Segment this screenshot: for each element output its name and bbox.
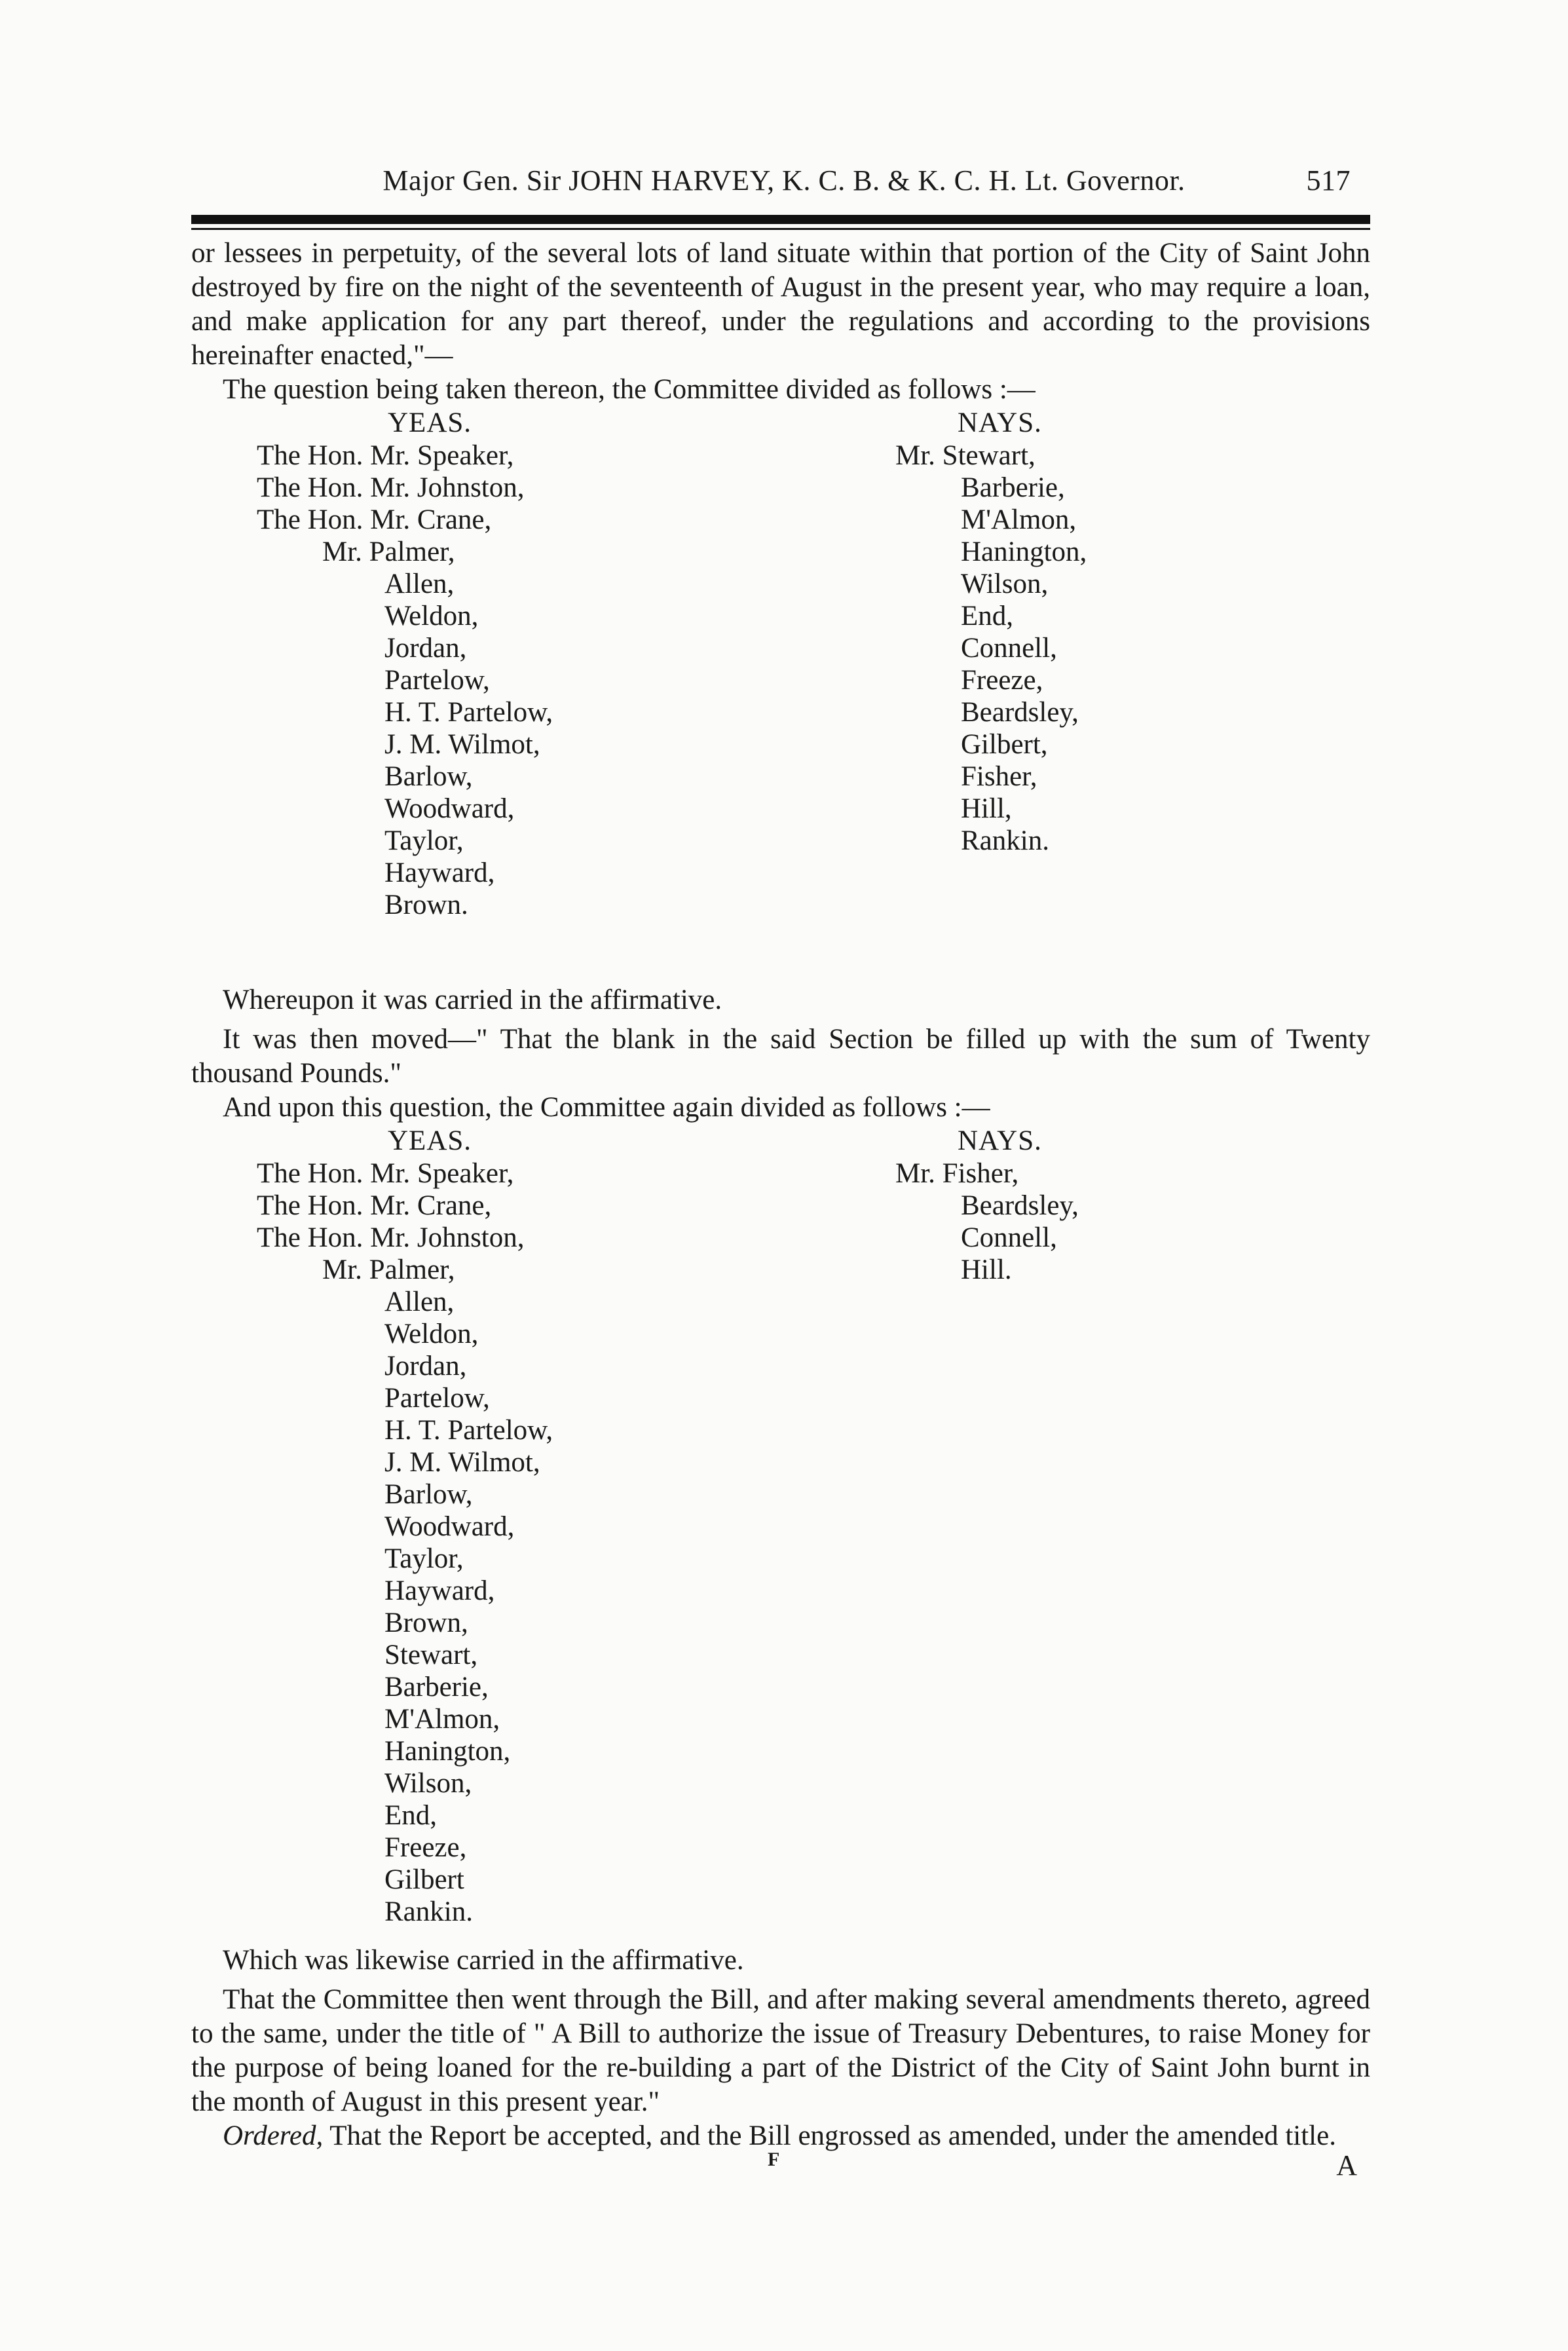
yea-member: Taylor, [384, 825, 464, 856]
yea-member: M'Almon, [384, 1704, 500, 1735]
nay-member: Hanington, [961, 536, 1087, 567]
nay-member: Beardsley, [961, 1190, 1079, 1221]
nay-member: Connell, [961, 633, 1057, 664]
yea-member: Woodward, [384, 793, 515, 824]
yea-member: Mr. Palmer, [322, 536, 455, 567]
nays-list [895, 1157, 1079, 1286]
nay-member: Wilson, [961, 569, 1049, 599]
nays-column [895, 407, 1087, 857]
nays-heading: NAYS. [958, 1125, 1042, 1156]
yeas-column [257, 1125, 553, 1928]
nays-column [895, 1125, 1079, 1286]
nay-member: Beardsley, [961, 697, 1079, 728]
yeas-heading: YEAS. [388, 407, 472, 438]
nay-member: Hill. [961, 1254, 1012, 1285]
yea-member: Wilson, [384, 1768, 472, 1799]
yea-member: Taylor, [384, 1543, 464, 1574]
nay-member: End, [961, 601, 1014, 631]
yea-member: H. T. Partelow, [384, 1415, 553, 1446]
header-title: Major Gen. Sir JOHN HARVEY, K. C. B. & K. C. H. Lt. Governor. [383, 164, 1185, 197]
nay-member: Barberie, [961, 472, 1065, 503]
yeas-column [257, 407, 553, 921]
yea-member: Freeze, [384, 1832, 467, 1863]
nay-member: Connell, [961, 1222, 1057, 1253]
yea-member: Hayward, [384, 857, 495, 888]
yea-member: The Hon. Mr. Johnston, [257, 1222, 525, 1253]
nays-list [895, 440, 1087, 857]
paragraph-bill-title: That the Committee then went through the Bill, and after making several amendments thereto, agreed to the same, under the title of " A Bill to authorize the issue of Treasury Debentures, to raise Money for the purpose of being loaned for the re-building a part of the District of the City of Saint John burnt in the month of August in this present year." [191, 1984, 1370, 2117]
yea-member: Brown, [384, 1608, 468, 1638]
yea-member: H. T. Partelow, [384, 697, 553, 728]
catchword: A [1336, 2149, 1357, 2181]
yea-member: Brown. [384, 890, 468, 920]
paragraph-result-second: Which was likewise carried in the affirmative. [223, 1945, 744, 1976]
paragraph-second-question: And upon this question, the Committee again divided as follows :— [223, 1092, 990, 1123]
yeas-heading: YEAS. [388, 1125, 472, 1156]
yea-member: End, [384, 1800, 438, 1831]
yea-member: The Hon. Mr. Crane, [257, 504, 492, 535]
yea-member: J. M. Wilmot, [384, 1447, 540, 1478]
division-list-first [191, 407, 1370, 983]
yea-member: Allen, [384, 569, 455, 599]
paragraph-motion: It was then moved—" That the blank in the said Section be filled up with the sum of Twenty thousand Pounds." [191, 1024, 1370, 1089]
division-list-second [191, 1125, 1370, 1944]
nay-member: M'Almon, [961, 504, 1077, 535]
header-rule-thick [191, 215, 1370, 224]
paragraph-question: The question being taken thereon, the Committee divided as follows :— [223, 374, 1036, 405]
yea-member: Jordan, [384, 633, 467, 664]
document-page [191, 164, 1370, 2181]
paragraph-continuation: or lessees in perpetuity, of the several lots of land situate within that portion of the City of Saint John destroyed by fire on the night of the seventeenth of August in the present year, who may require a loan, and make application for any part thereof, under the regulations and according to the provisions hereinafter enacted,"— [191, 238, 1370, 371]
yea-member: Barberie, [384, 1672, 489, 1702]
yea-member: Weldon, [384, 1319, 479, 1349]
yea-member: The Hon. Mr. Johnston, [257, 472, 525, 503]
page-number: 517 [1306, 164, 1351, 197]
yea-member: The Hon. Mr. Speaker, [257, 1158, 514, 1189]
header-rule-thin [191, 228, 1370, 230]
yeas-list [257, 440, 553, 921]
yea-member: Rankin. [384, 1896, 473, 1927]
yea-member: Hanington, [384, 1736, 511, 1767]
yea-member: Partelow, [384, 1383, 490, 1414]
yea-member: Partelow, [384, 665, 490, 696]
nay-member: Gilbert, [961, 729, 1048, 760]
paragraph-ordered [191, 2119, 1370, 2153]
yea-member: Barlow, [384, 761, 473, 792]
yea-member: Gilbert [384, 1864, 464, 1895]
signature-mark: F [768, 2149, 780, 2170]
yea-member: Allen, [384, 1287, 455, 1317]
nay-member: Mr. Stewart, [895, 440, 1036, 471]
nay-member: Mr. Fisher, [895, 1158, 1019, 1189]
yea-member: The Hon. Mr. Crane, [257, 1190, 492, 1221]
yea-member: Jordan, [384, 1351, 467, 1382]
yea-member: Hayward, [384, 1575, 495, 1606]
yea-member: J. M. Wilmot, [384, 729, 540, 760]
nays-heading: NAYS. [958, 407, 1042, 438]
yea-member: Mr. Palmer, [322, 1254, 455, 1285]
yea-member: The Hon. Mr. Speaker, [257, 440, 514, 471]
yea-member: Stewart, [384, 1640, 478, 1670]
yea-member: Woodward, [384, 1511, 515, 1542]
yeas-list [257, 1157, 553, 1928]
yea-member: Weldon, [384, 601, 479, 631]
ordered-lead: Ordered, [223, 2120, 324, 2151]
nay-member: Fisher, [961, 761, 1037, 792]
ordered-text: That the Report be accepted, and the Bill engrossed as amended, under the amended title. [323, 2120, 1336, 2151]
paragraph-result-first: Whereupon it was carried in the affirmative. [223, 985, 722, 1015]
nay-member: Rankin. [961, 825, 1049, 856]
yea-member: Barlow, [384, 1479, 473, 1510]
running-header [191, 164, 1370, 203]
nay-member: Freeze, [961, 665, 1043, 696]
nay-member: Hill, [961, 793, 1012, 824]
